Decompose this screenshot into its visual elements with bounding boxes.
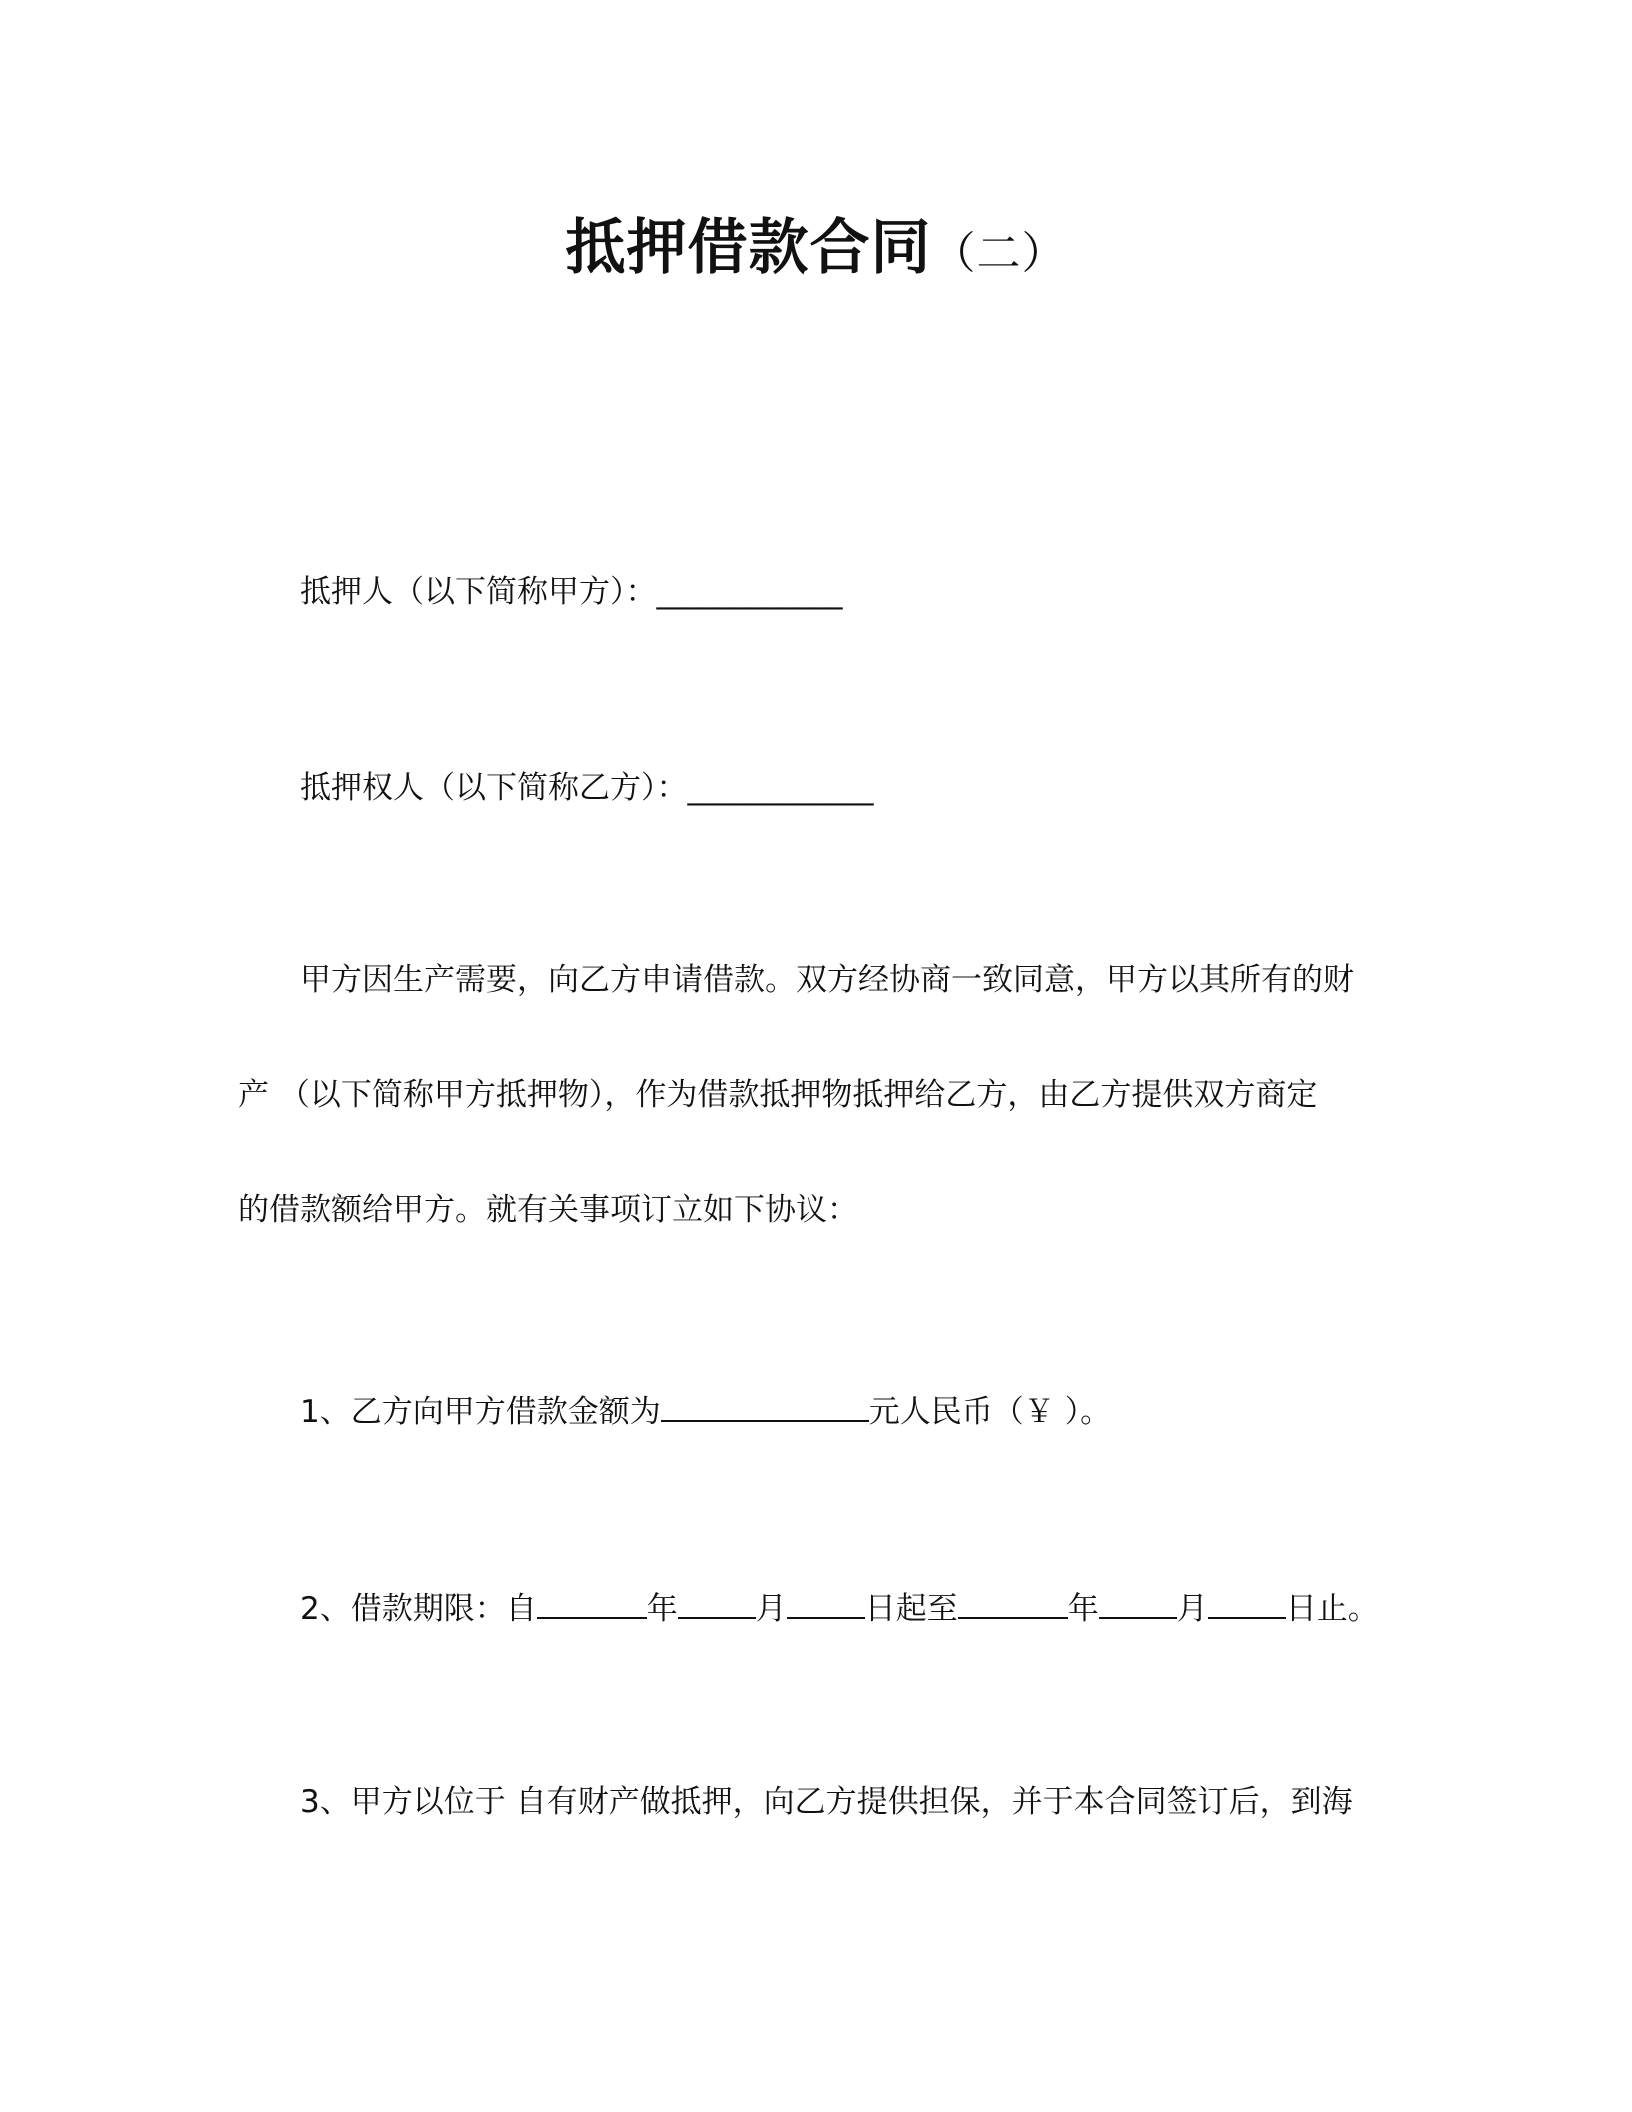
start-month-blank [678,1587,756,1619]
title-suffix: （二） [931,228,1067,279]
document-title [0,200,1632,286]
intro-line-2: 产 （以下简称甲方抵押物），作为借款抵押物抵押给乙方，由乙方提供双方商定 [238,1077,1318,1113]
party-b-label: 抵押权人（以下简称乙方）： [300,770,688,806]
end-month-blank [1099,1587,1177,1619]
intro-line-1: 甲方因生产需要，向乙方申请借款。双方经协商一致同意，甲方以其所有的财 [300,962,1354,998]
clause-2-month-2: 月 [1176,1591,1208,1627]
party-a-label: 抵押人（以下简称甲方）： [300,574,657,610]
clause-2-month-1: 月 [755,1591,787,1627]
clause-2-prefix: 2、借款期限：自 [300,1591,537,1627]
clause-2-day-2: 日止。 [1285,1591,1379,1627]
end-day-blank [1208,1587,1286,1619]
clause-2-year-1: 年 [646,1591,678,1627]
party-a-blank: ____________ [656,574,843,610]
clause-1-prefix: 1、乙方向甲方借款金额为 [300,1394,661,1430]
clause-2 [300,1587,1379,1629]
clause-1-suffix: 元人民币（￥ ）。 [868,1394,1112,1430]
party-b-blank: ____________ [687,770,874,806]
intro-line-3: 的借款额给甲方。就有关事项订立如下协议： [238,1192,858,1228]
clause-2-year-2: 年 [1067,1591,1099,1627]
end-year-blank [958,1587,1068,1619]
clause-3-line-1: 3、甲方以位于 自有财产做抵押，向乙方提供担保，并于本合同签订后，到海 [300,1784,1353,1820]
start-year-blank [537,1587,647,1619]
clause-2-day-1: 日起至 [864,1591,958,1627]
start-day-blank [787,1587,865,1619]
title-main: 抵押借款合同 [565,213,932,283]
clause-1 [300,1390,1111,1432]
amount-blank [661,1390,869,1422]
party-a-line [300,572,843,612]
party-b-line [300,768,874,808]
